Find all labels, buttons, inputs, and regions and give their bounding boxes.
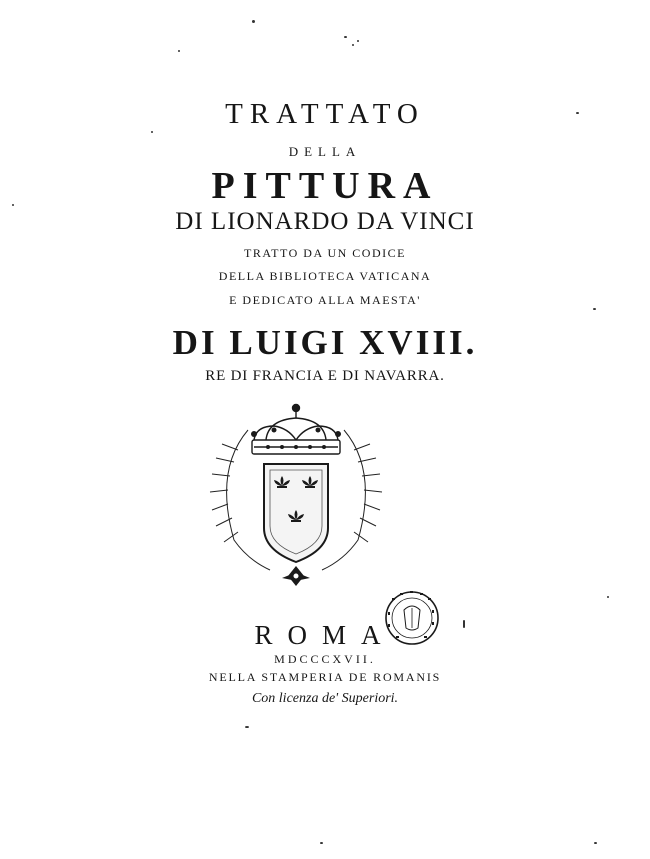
paper-speck: [12, 204, 14, 206]
paper-speck: [357, 40, 359, 42]
paper-speck: [151, 131, 153, 133]
paper-speck: [594, 842, 597, 844]
paper-speck: [593, 308, 596, 310]
author-line: DI LIONARDO DA VINCI: [175, 208, 475, 235]
paper-speck: [320, 842, 323, 844]
paper-speck: [344, 36, 347, 38]
dedication-line: E DEDICATO ALLA MAESTA': [229, 293, 421, 307]
imprint-license: Con licenza de' Superiori.: [251, 691, 399, 706]
subtitle-codex-line: TRATTO DA UN CODICE: [244, 246, 406, 260]
dedicatee-title-line: RE DI FRANCIA E DI NAVARRA.: [205, 368, 445, 384]
paper-speck: [607, 596, 609, 598]
subtitle-library-line: DELLA BIBLIOTECA VATICANA: [218, 269, 432, 283]
imprint-printer: NELLA STAMPERIA DE ROMANIS: [208, 670, 442, 684]
title-line-trattato: TRATTATO: [225, 98, 425, 130]
imprint-city: ROMA: [254, 620, 396, 650]
paper-speck: [576, 112, 579, 114]
paper-speck: [252, 20, 255, 23]
paper-speck: [178, 50, 180, 52]
title-line-della: DELLA: [288, 144, 362, 159]
title-line-pittura: PITTURA: [211, 165, 439, 207]
paper-speck: [245, 726, 249, 728]
paper-speck: [352, 44, 354, 46]
royal-coat-of-arms-icon: [208, 400, 384, 596]
dedicatee-line: DI LUIGI XVIII.: [172, 323, 478, 362]
imprint-year: MDCCCXVII.: [274, 652, 376, 666]
